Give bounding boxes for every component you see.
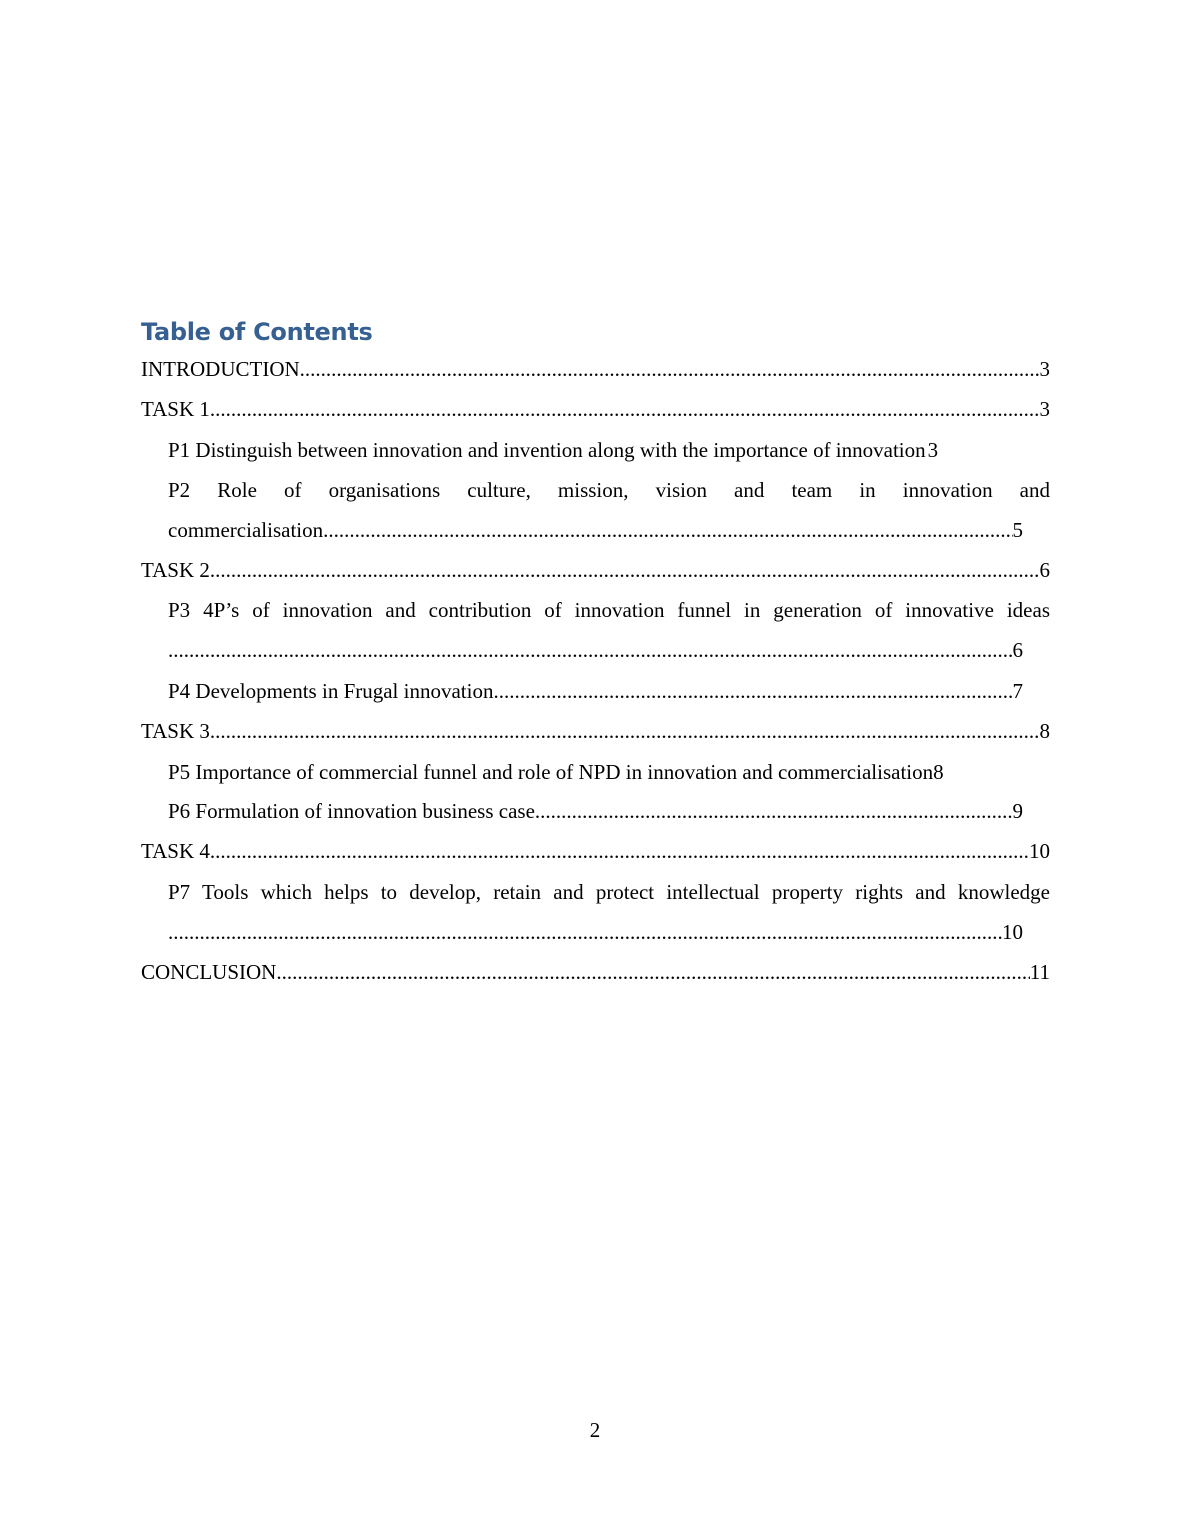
toc-entry-page: 9 — [1012, 799, 1023, 823]
toc-entry-page: 3 — [1039, 357, 1050, 381]
toc-entry-p3-line2[interactable] — [168, 637, 1023, 663]
toc-entry-label: INTRODUCTION — [141, 357, 300, 381]
toc-entry-page: 5 — [1012, 518, 1023, 542]
toc-entry-page: 3 — [927, 438, 939, 462]
toc-word: and — [734, 478, 765, 502]
dot-leader — [276, 959, 1029, 985]
toc-entry-label: TASK 2 — [141, 558, 210, 582]
toc-entry-p3-line1[interactable] — [168, 597, 1050, 623]
toc-entry-page: 10 — [1002, 920, 1023, 944]
toc-entry-task-3[interactable] — [141, 718, 1050, 744]
toc-word: Role — [217, 478, 257, 502]
toc-entry-p7-line2[interactable] — [168, 919, 1023, 945]
toc-entry-p1[interactable] — [168, 437, 1028, 463]
dot-leader — [210, 557, 1040, 583]
toc-word: mission, — [557, 478, 629, 502]
dot-leader — [210, 838, 1029, 864]
toc-entry-task-1[interactable] — [141, 396, 1050, 422]
toc-entry-page: 8 — [933, 760, 944, 784]
toc-entry-p6[interactable] — [168, 798, 1023, 824]
toc-entry-conclusion[interactable] — [141, 959, 1050, 985]
toc-entry-page: 10 — [1029, 839, 1050, 863]
toc-entry-page: 6 — [1039, 558, 1050, 582]
toc-word: in — [859, 478, 876, 502]
toc-entry-label: CONCLUSION — [141, 960, 277, 984]
toc-word: vision — [655, 478, 707, 502]
toc-entry-label: P3 4P’s of innovation and contribution of innovation funnel in generation of innovative ideas — [168, 598, 1050, 622]
toc-entry-task-4[interactable] — [141, 838, 1050, 864]
toc-entry-p2-line1[interactable] — [168, 477, 1050, 503]
dot-leader — [300, 356, 1040, 382]
dot-leader — [323, 517, 1012, 543]
toc-entry-page: 8 — [1039, 719, 1050, 743]
dot-leader — [493, 678, 1012, 704]
toc-word: innovation — [902, 478, 993, 502]
toc-entry-label: TASK 1 — [141, 397, 210, 421]
toc-entry-p2-line2[interactable] — [168, 517, 1023, 543]
toc-entry-label: commercialisation — [168, 518, 324, 542]
toc-entry-label: P7 Tools which helps to develop, retain and protect intellectual property rights and knowledge — [168, 880, 1050, 904]
toc-entry-label: P5 Importance of commercial funnel and role of NPD in innovation and commercialisation — [168, 760, 934, 784]
toc-entry-label: P1 Distinguish between innovation and invention along with the importance of innovation — [168, 438, 926, 462]
toc-entry-label: P6 Formulation of innovation business case — [168, 799, 535, 823]
toc-entry-p5[interactable] — [168, 759, 1038, 785]
toc-entry-page: 3 — [1039, 397, 1050, 421]
toc-entry-task-2[interactable] — [141, 557, 1050, 583]
toc-entry-page: 11 — [1029, 960, 1050, 984]
toc-entry-label: TASK 3 — [141, 719, 210, 743]
page-number: 2 — [589, 1418, 601, 1442]
toc-entry-p7-line1[interactable] — [168, 879, 1050, 905]
toc-entry-p4[interactable] — [168, 678, 1023, 704]
toc-word: of — [284, 478, 302, 502]
toc-entry-label: TASK 4 — [141, 839, 210, 863]
dot-leader — [535, 798, 1013, 824]
toc-entry-introduction[interactable] — [141, 356, 1050, 382]
dot-leader — [168, 919, 1002, 945]
toc-word: P2 — [168, 478, 191, 502]
dot-leader — [210, 396, 1040, 422]
toc-word: culture, — [467, 478, 531, 502]
toc-word: team — [791, 478, 833, 502]
toc-entry-page: 6 — [1012, 638, 1023, 662]
dot-leader — [168, 637, 1013, 663]
toc-title: Table of Contents — [141, 318, 373, 346]
dot-leader — [210, 718, 1040, 744]
toc-entry-page: 7 — [1012, 679, 1023, 703]
toc-word: and — [1019, 478, 1050, 502]
toc-entry-label: P4 Developments in Frugal innovation — [168, 679, 494, 703]
toc-word: organisations — [328, 478, 441, 502]
